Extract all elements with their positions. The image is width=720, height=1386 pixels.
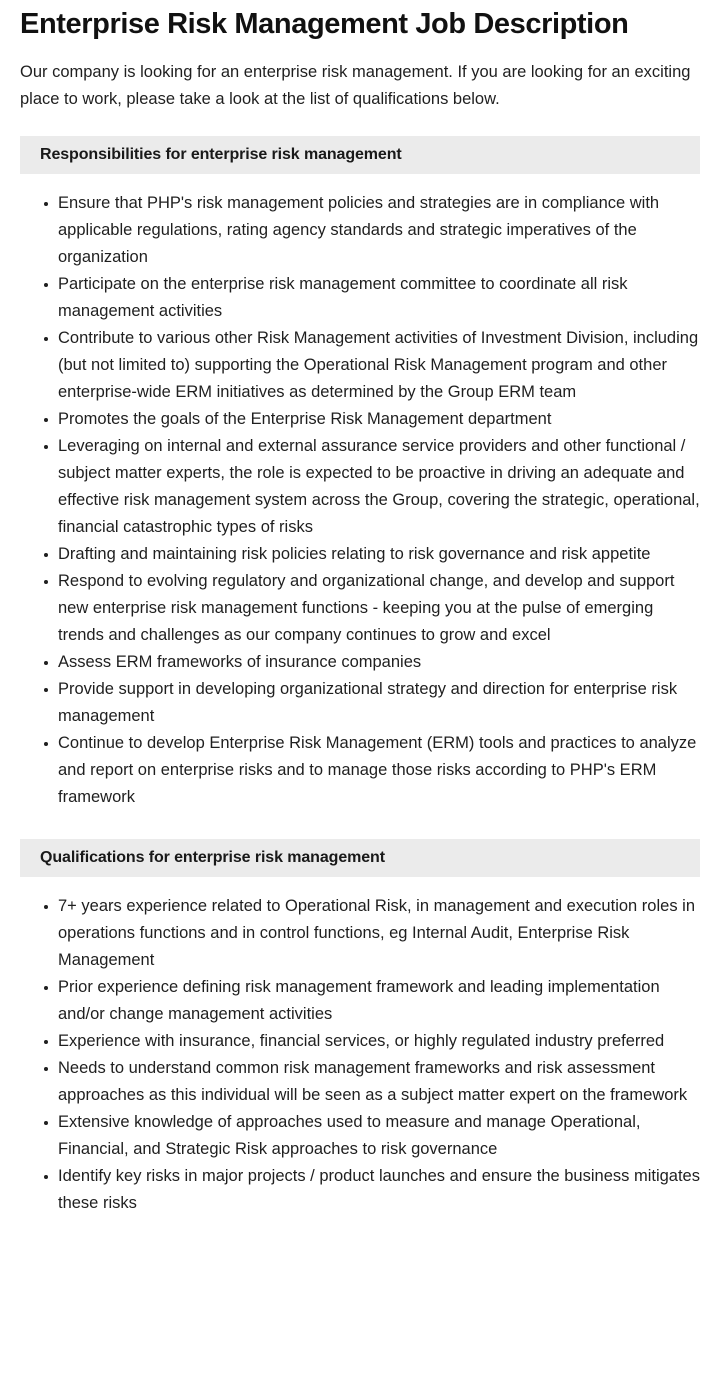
list-item: Ensure that PHP's risk management policies and strategies are in compliance with applicable regulations, rating agency standards and strategic imperatives of the organization <box>20 190 700 271</box>
list-item: Provide support in developing organizational strategy and direction for enterprise risk management <box>20 676 700 730</box>
qualifications-section <box>20 839 700 1217</box>
list-item: Prior experience defining risk management framework and leading implementation and/or change management activities <box>20 974 700 1028</box>
responsibilities-section-title: Responsibilities for enterprise risk management <box>40 146 402 163</box>
list-item: Promotes the goals of the Enterprise Risk Management department <box>20 406 700 433</box>
list-item: Contribute to various other Risk Management activities of Investment Division, including (but not limited to) supporting the Operational Risk Management program and other enterprise-wide ERM initiatives as determined by the Group ERM team <box>20 325 700 406</box>
list-item: Needs to understand common risk management frameworks and risk assessment approaches as this individual will be seen as a subject matter expert on the framework <box>20 1055 700 1109</box>
responsibilities-section-header <box>20 136 700 174</box>
list-item: 7+ years experience related to Operational Risk, in management and execution roles in operations functions and in control functions, eg Internal Audit, Enterprise Risk Management <box>20 893 700 974</box>
list-item: Respond to evolving regulatory and organizational change, and develop and support new enterprise risk management functions - keeping you at the pulse of emerging trends and challenges as our company continues to grow and excel <box>20 568 700 649</box>
responsibilities-list <box>20 190 700 811</box>
intro-paragraph: Our company is looking for an enterprise risk management. If you are looking for an exciting place to work, please take a look at the list of qualifications below. <box>20 63 691 108</box>
list-item: Identify key risks in major projects / product launches and ensure the business mitigates these risks <box>20 1163 700 1217</box>
list-item: Participate on the enterprise risk management committee to coordinate all risk management activities <box>20 271 700 325</box>
list-item: Assess ERM frameworks of insurance companies <box>20 649 700 676</box>
job-description-page <box>0 6 720 1257</box>
qualifications-section-title: Qualifications for enterprise risk management <box>40 849 385 866</box>
qualifications-section-header <box>20 839 700 877</box>
page-title: Enterprise Risk Management Job Description <box>20 8 629 40</box>
list-item: Experience with insurance, financial services, or highly regulated industry preferred <box>20 1028 700 1055</box>
list-item: Extensive knowledge of approaches used to measure and manage Operational, Financial, and Strategic Risk approaches to risk governance <box>20 1109 700 1163</box>
list-item: Continue to develop Enterprise Risk Management (ERM) tools and practices to analyze and report on enterprise risks and to manage those risks according to PHP's ERM framework <box>20 730 700 811</box>
qualifications-list <box>20 893 700 1217</box>
responsibilities-section <box>20 136 700 811</box>
list-item: Drafting and maintaining risk policies relating to risk governance and risk appetite <box>20 541 700 568</box>
list-item: Leveraging on internal and external assurance service providers and other functional / subject matter experts, the role is expected to be proactive in driving an adequate and effective risk management system across the Group, covering the strategic, operational, financial catastrophic types of risks <box>20 433 700 541</box>
